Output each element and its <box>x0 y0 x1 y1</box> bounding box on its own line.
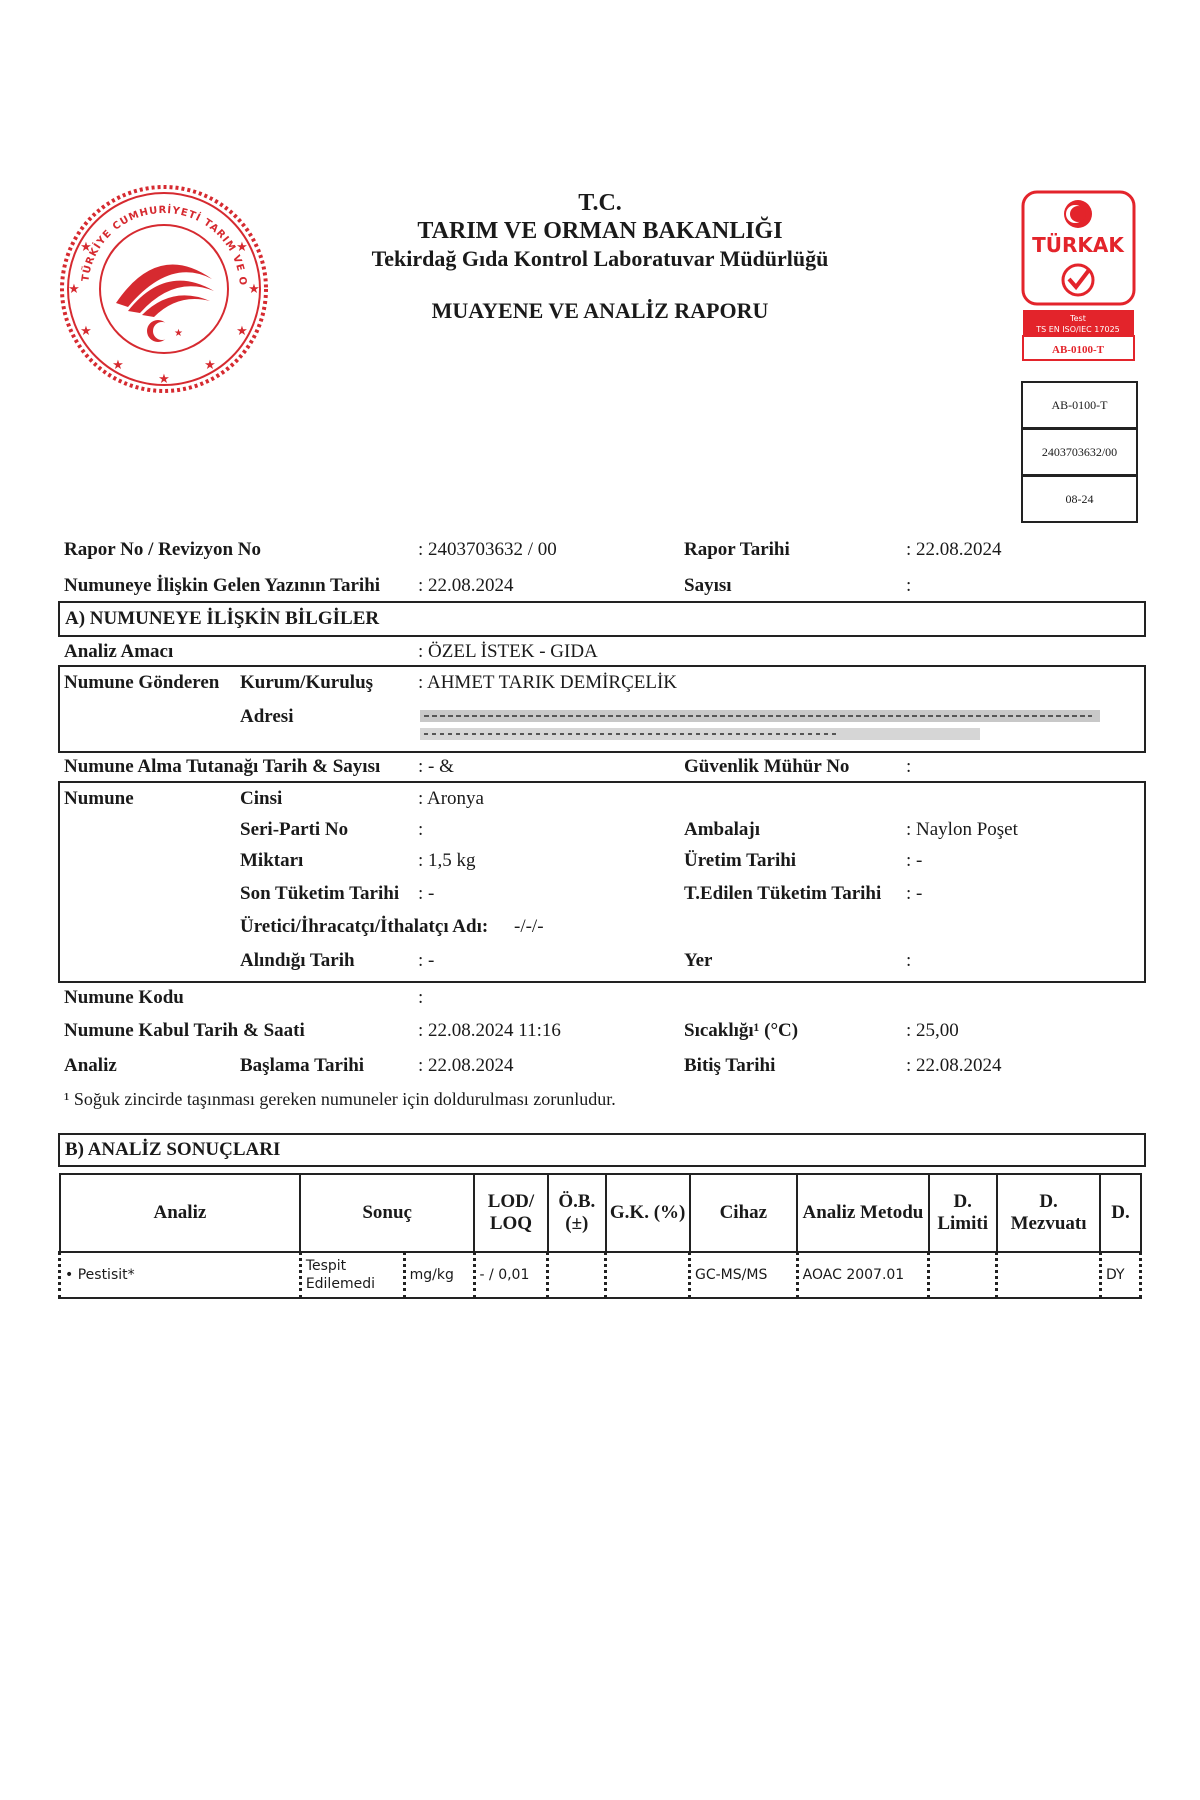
place-label: Yer <box>684 950 713 971</box>
taken-date-label: Alındığı Tarih <box>240 950 355 971</box>
cell-unit: mg/kg <box>404 1252 474 1298</box>
results-table <box>58 1173 1142 1299</box>
header-laboratory: Tekirdağ Gıda Kontrol Laboratuvar Müdürlüğü <box>371 246 829 271</box>
svg-text:Test: Test <box>1070 314 1086 323</box>
cell-limit <box>929 1252 997 1298</box>
protocol-label: Numune Alma Tutanağı Tarih & Sayısı <box>64 756 381 777</box>
cell-gk <box>606 1252 690 1298</box>
sample-code-label: Numune Kodu <box>64 987 184 1008</box>
seal-text: TÜRKİYE CUMHURİYETİ TARIM VE O <box>80 204 249 287</box>
production-date-value: : - <box>906 850 923 871</box>
col-ob: Ö.B. (±) <box>548 1174 606 1252</box>
col-gk: G.K. (%) <box>606 1174 690 1252</box>
section-a-title: A) NUMUNEYE İLİŞKİN BİLGİLER <box>65 608 380 629</box>
col-sonuc: Sonuç <box>300 1174 474 1252</box>
turkak-logo-text: TÜRKAK <box>1032 233 1124 257</box>
temperature-value: : 25,00 <box>906 1020 959 1041</box>
address-redacted <box>420 708 1142 746</box>
seal-no-label: Güvenlik Mühür No <box>684 756 850 777</box>
table-row <box>60 1252 1141 1298</box>
analysis-label: Analiz <box>64 1055 117 1076</box>
header-tc: T.C. <box>578 190 622 216</box>
cell-metod: AOAC 2007.01 <box>797 1252 929 1298</box>
protocol-value: : - & <box>418 756 454 777</box>
sample-frame <box>58 781 1146 983</box>
sample-code-value: : <box>418 987 424 1008</box>
cell-ob <box>548 1252 606 1298</box>
turkak-accreditation-logo <box>1021 190 1136 362</box>
amount-value: : 1,5 kg <box>418 850 476 871</box>
section-b-title: B) ANALİZ SONUÇLARI <box>65 1139 281 1160</box>
svg-text:★: ★ <box>204 358 216 373</box>
purpose-value: : ÖZEL İSTEK - GIDA <box>418 641 598 662</box>
col-cihaz: Cihaz <box>690 1174 798 1252</box>
cell-d: DY <box>1100 1252 1140 1298</box>
type-label: Cinsi <box>240 788 283 809</box>
sample-label: Numune <box>64 788 134 809</box>
report-title: MUAYENE VE ANALİZ RAPORU <box>431 298 769 323</box>
institution-value: : AHMET TARIK DEMİRÇELİK <box>418 672 678 693</box>
recommended-date-label: T.Edilen Tüketim Tarihi <box>684 883 882 904</box>
col-analiz: Analiz <box>60 1174 301 1252</box>
report-date-value: : 22.08.2024 <box>906 539 1002 560</box>
amount-label: Miktarı <box>240 850 304 871</box>
seal-no-value: : <box>906 756 912 777</box>
id-box-report-number: 2403703632/00 <box>1021 428 1138 476</box>
start-date-value: : 22.08.2024 <box>418 1055 514 1076</box>
cell-mevzuat <box>997 1252 1101 1298</box>
end-date-value: : 22.08.2024 <box>906 1055 1002 1076</box>
acceptance-value: : 22.08.2024 11:16 <box>418 1020 561 1041</box>
svg-text:TS EN ISO/IEC 17025: TS EN ISO/IEC 17025 <box>1036 325 1120 334</box>
report-no-label: Rapor No / Revizyon No <box>64 539 262 560</box>
purpose-label: Analiz Amacı <box>64 641 174 662</box>
svg-text:★: ★ <box>236 240 248 255</box>
results-header-row <box>60 1174 1141 1252</box>
cell-lod-loq: - / 0,01 <box>474 1252 548 1298</box>
institution-label: Kurum/Kuruluş <box>240 672 374 693</box>
svg-text:★: ★ <box>80 324 92 339</box>
temperature-label: Sıcaklığı¹ (°C) <box>684 1020 799 1041</box>
section-b-header <box>58 1133 1146 1167</box>
svg-text:★: ★ <box>80 240 92 255</box>
report-no-value: : 2403703632 / 00 <box>418 539 557 560</box>
package-label: Ambalajı <box>684 819 760 840</box>
col-d: D. <box>1100 1174 1140 1252</box>
svg-text:★: ★ <box>236 324 248 339</box>
expiry-date-label: Son Tüketim Tarihi <box>240 883 400 904</box>
header-ministry: TARIM VE ORMAN BAKANLIĞI <box>417 218 783 244</box>
address-label: Adresi <box>240 706 294 727</box>
taken-date-value: : - <box>418 950 435 971</box>
package-value: : Naylon Poşet <box>906 819 1018 840</box>
id-box-accreditation: AB-0100-T <box>1021 381 1138 429</box>
start-date-label: Başlama Tarihi <box>240 1055 365 1076</box>
letter-date-label: Numuneye İlişkin Gelen Yazının Tarihi <box>64 575 381 596</box>
recommended-date-value: : - <box>906 883 923 904</box>
svg-text:★: ★ <box>112 358 124 373</box>
end-date-label: Bitiş Tarihi <box>684 1055 776 1076</box>
batch-label: Seri-Parti No <box>240 819 349 840</box>
expiry-date-value: : - <box>418 883 435 904</box>
letter-count-value: : <box>906 575 912 596</box>
sender-label: Numune Gönderen <box>64 672 220 693</box>
letter-date-value: : 22.08.2024 <box>418 575 514 596</box>
acceptance-label: Numune Kabul Tarih & Saati <box>64 1020 305 1041</box>
letter-count-label: Sayısı <box>684 575 732 596</box>
svg-text:★: ★ <box>158 372 170 387</box>
col-lod-loq: LOD/ LOQ <box>474 1174 548 1252</box>
svg-text:★: ★ <box>68 282 80 297</box>
id-box-date-code: 08-24 <box>1021 475 1138 523</box>
producer-value: -/-/- <box>514 916 544 937</box>
svg-text:★: ★ <box>174 328 183 339</box>
cold-chain-footnote: ¹ Soğuk zincirde taşınması gereken numuneler için doldurulması zorunludur. <box>64 1089 616 1109</box>
cell-sonuc: Tespit Edilemedi <box>300 1252 404 1298</box>
col-analiz-metodu: Analiz Metodu <box>797 1174 929 1252</box>
cell-cihaz: GC-MS/MS <box>690 1252 798 1298</box>
svg-text:AB-0100-T: AB-0100-T <box>1052 344 1104 356</box>
section-a-header <box>58 601 1146 637</box>
producer-label: Üretici/İhracatçı/İthalatçı Adı: <box>240 916 489 937</box>
production-date-label: Üretim Tarihi <box>684 850 797 871</box>
report-date-label: Rapor Tarihi <box>684 539 790 560</box>
batch-value: : <box>418 819 424 840</box>
svg-text:★: ★ <box>248 282 260 297</box>
col-d-limiti: D. Limiti <box>929 1174 997 1252</box>
cell-analiz: • Pestisit* <box>60 1252 301 1298</box>
col-d-mevzuati: D. Mezvuatı <box>997 1174 1101 1252</box>
ministry-seal-logo <box>58 183 270 395</box>
place-value: : <box>906 950 912 971</box>
type-value: : Aronya <box>418 788 484 809</box>
